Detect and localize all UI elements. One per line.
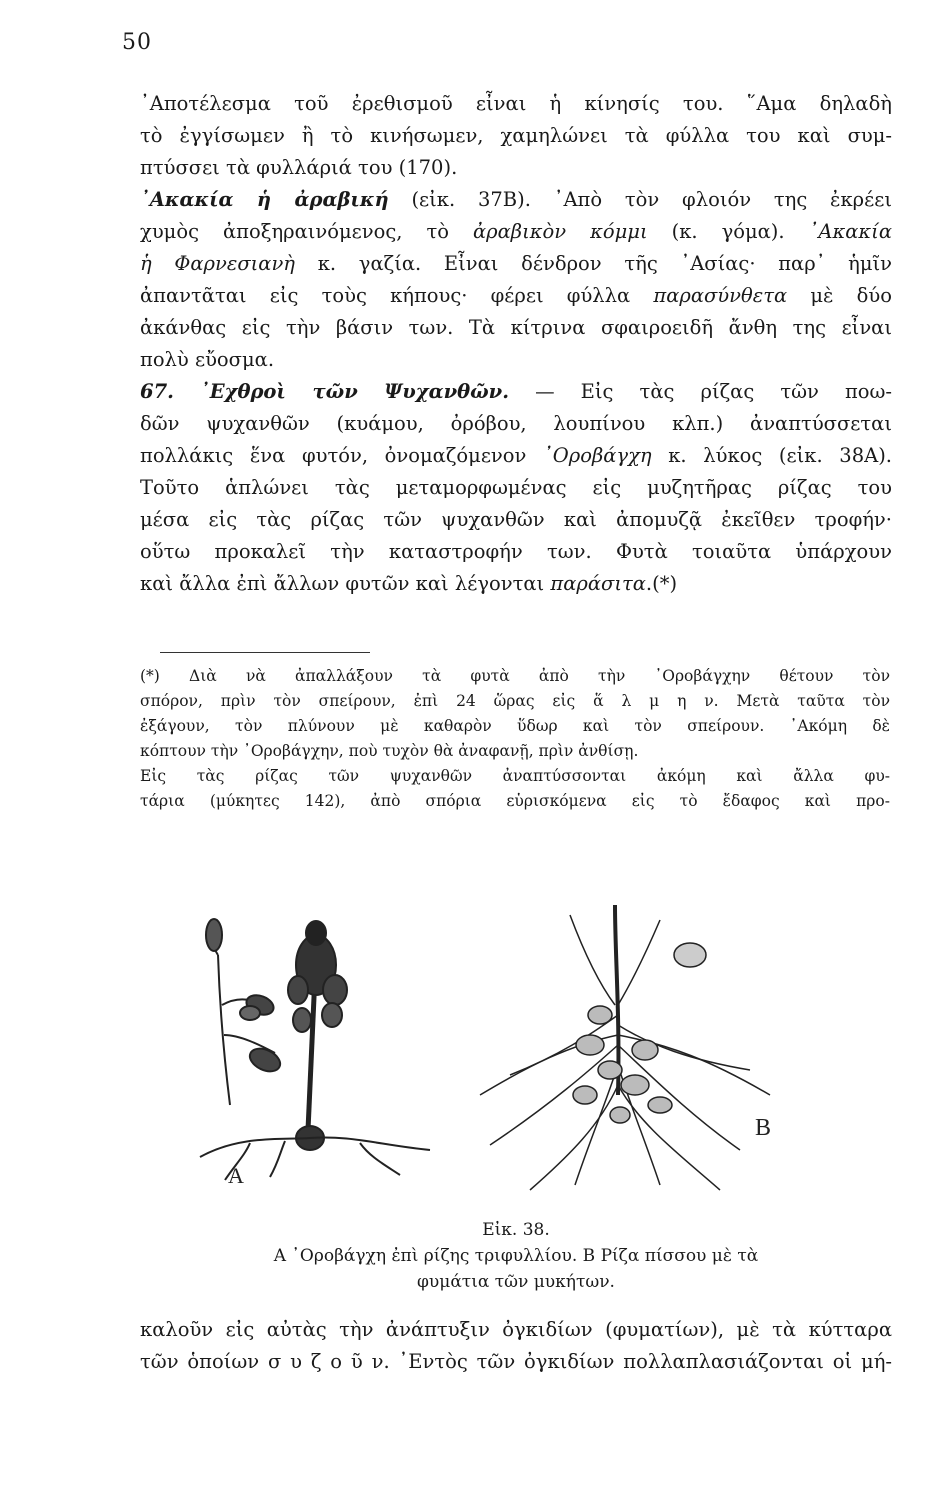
continuation-text (140, 1314, 892, 1378)
section-67-line-4: Τοῦτο ἁπλώνει τὰς μεταμορφωμένας εἰς μυζητῆρας ρίζας του (140, 476, 892, 499)
acacia-line-2 (140, 216, 892, 248)
term-italic: ᾿Ακακία (808, 220, 892, 243)
text-span: χυμὸς ἀποξηραινόμενος, τὸ (140, 220, 473, 243)
section-number: 67. (140, 380, 174, 403)
figure-38 (190, 895, 790, 1195)
acacia-line-4 (140, 280, 892, 312)
footnote-line: (*) Διὰ νὰ ἀπαλλάξουν τὰ φυτὰ ἀπὸ τὴν ᾿Οροβάγχην θέτουν τὸν (140, 667, 890, 685)
figure-illustration (190, 895, 790, 1195)
section-67-line-1 (140, 376, 892, 408)
orobanche-plant-illustration (200, 919, 430, 1180)
acacia-line-1 (140, 184, 892, 216)
text-line: πτύσσει τὰ φυλλάριά του (170). (140, 156, 458, 179)
section-67-line-7 (140, 568, 892, 600)
section-67-line-5: μέσα εἰς τὰς ρίζας τῶν ψυχανθῶν καὶ ἀπομυζᾷ ἐκεῖθεν τροφήν· (140, 508, 892, 531)
acacia-line-6: πολὺ εὔοσμα. (140, 348, 275, 371)
figure-label-b: B (755, 1115, 772, 1141)
footnote-marker: .(*) (645, 572, 678, 595)
text-line: τῶν ὁποίων σ υ ζ ο ῦ ν. ᾿Εντὸς τῶν ὀγκιδίων πολλαπλασιάζονται οἱ μή- (140, 1350, 892, 1373)
caption-title: Εἰκ. 38. (482, 1220, 550, 1240)
acacia-heading: ᾿Ακακία ἡ ἀραβική (140, 188, 389, 211)
footnote-line: σπόρον, πρὶν τὸν σπείρουν, ἐπὶ 24 ὥρας εἰς ἅ λ μ η ν. Μετὰ ταῦτα τὸν (140, 692, 890, 710)
figure-label-a: A (228, 1163, 244, 1188)
pea-root-illustration (480, 905, 770, 1190)
text-span: — Εἰς τὰς ρίζας τῶν ποω- (509, 380, 892, 403)
text-line: τὸ ἐγγίσωμεν ἢ τὸ κινήσωμεν, χαμηλώνει τὰ φύλλα του καὶ συμ- (140, 124, 892, 147)
section-heading: ᾿Εχθροὶ τῶν Ψυχανθῶν. (200, 380, 510, 403)
main-text (140, 88, 892, 600)
text-span: (κ. γόμα). (647, 220, 809, 243)
text-span: κ. γαζία. Εἶναι δένδρον τῆς ᾿Ασίας· παρ᾿ ἡμῖν (295, 252, 892, 275)
footnote-line: κόπτουν τὴν ᾿Οροβάγχην, ποὺ τυχὸν θὰ ἀναφανῇ, πρὶν ἀνθίσῃ. (140, 742, 639, 760)
page-number: 50 (122, 30, 152, 55)
term-italic: παράσιτα (550, 572, 646, 595)
section-67-line-3 (140, 440, 892, 472)
term-italic: ἀραβικὸν κόμμι (473, 220, 648, 243)
caption-line: φυμάτια τῶν μυκήτων. (417, 1272, 615, 1292)
footnote (140, 664, 890, 814)
term-italic: ἡ Φαρνεσιανὴ (140, 252, 295, 275)
text-span: κ. λύκος (εἰκ. 38Α). (651, 444, 893, 467)
section-67-line-6: οὕτω προκαλεῖ τὴν καταστροφήν των. Φυτὰ τοιαῦτα ὑπάρχουν (140, 540, 892, 563)
footnote-line: Εἰς τὰς ρίζας τῶν ψυχανθῶν ἀναπτύσσονται ἀκόμη καὶ ἄλλα φυ- (140, 767, 890, 785)
term-italic: ᾿Οροβάγχη (543, 444, 652, 467)
text-span: μὲ δύο (787, 284, 892, 307)
caption-line: Α ᾿Οροβάγχη ἐπὶ ρίζης τριφυλλίου. Β Ρίζα πίσσου μὲ τὰ (273, 1246, 759, 1266)
figure-caption (140, 1217, 892, 1295)
term-italic: παρασύνθετα (653, 284, 788, 307)
text-line: ᾿Αποτέλεσμα τοῦ ἐρεθισμοῦ εἶναι ἡ κίνησίς του. ῞Αμα δηλαδὴ (140, 92, 892, 115)
text-span: (εἰκ. 37Β). ᾿Απὸ τὸν φλοιόν της ἐκρέει (388, 188, 892, 211)
text-line: καλοῦν εἰς αὐτὰς τὴν ἀνάπτυξιν ὀγκιδίων (φυματίων), μὲ τὰ κύτταρα (140, 1318, 892, 1341)
footnote-divider (160, 652, 370, 653)
text-span: ἀπαντᾶται εἰς τοὺς κήπους· φέρει φύλλα (140, 284, 654, 307)
acacia-line-5: ἀκάνθας εἰς τὴν βάσιν των. Τὰ κίτρινα σφαιροειδῆ ἄνθη της εἶναι (140, 316, 892, 339)
section-67-line-2: δῶν ψυχανθῶν (κυάμου, ὀρόβου, λουπίνου κλπ.) ἀναπτύσσεται (140, 412, 892, 435)
acacia-line-3 (140, 248, 892, 280)
footnote-line: τάρια (μύκητες 142), ἀπὸ σπόρια εὑρισκόμενα εἰς τὸ ἔδαφος καὶ προ- (140, 792, 890, 810)
text-span: πολλάκις ἕνα φυτόν, ὀνομαζόμενον (140, 444, 544, 467)
text-span: καὶ ἄλλα ἐπὶ ἄλλων φυτῶν καὶ λέγονται (140, 572, 551, 595)
footnote-line: ἐξάγουν, τὸν πλύνουν μὲ καθαρὸν ὕδωρ καὶ τὸν σπείρουν. ᾿Ακόμη δὲ (140, 717, 890, 735)
